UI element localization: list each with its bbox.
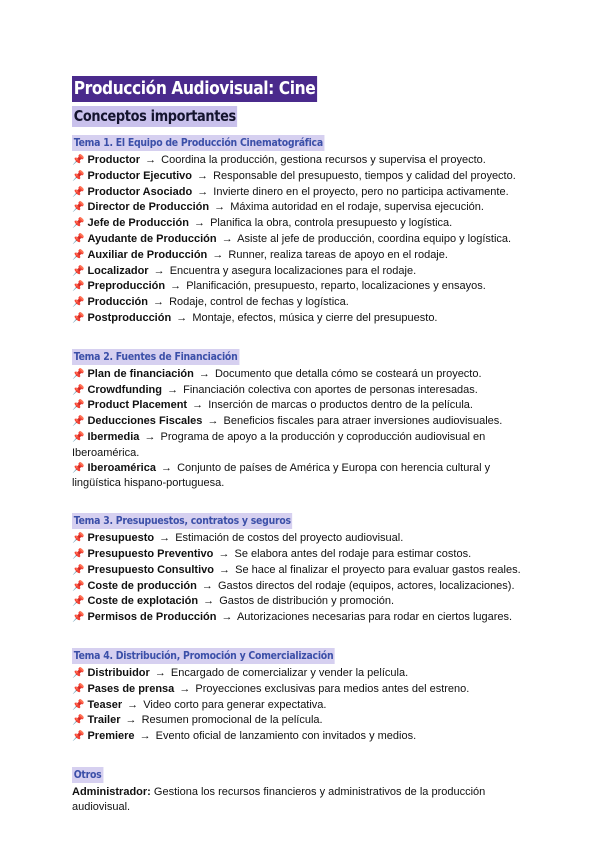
list-item: [72, 311, 532, 327]
term-definition: Beneficios fiscales para atraer inversiones audiovisuales.: [223, 415, 503, 428]
term-definition: Runner, realiza tareas de apoyo en el rodaje.: [228, 248, 448, 261]
term-label: Pases de prensa: [87, 682, 175, 695]
term-label: Productor: [87, 154, 141, 166]
term-label: Presupuesto: [87, 532, 155, 545]
pushpin-icon: 📌: [72, 533, 85, 545]
arrow-icon: →: [145, 154, 157, 166]
term-label: Product Placement: [87, 399, 188, 412]
list-item: [72, 383, 532, 399]
term-list: [72, 367, 532, 491]
list-item: [72, 153, 532, 169]
pushpin-icon: 📌: [72, 715, 85, 727]
term-label: Permisos de Producción: [87, 611, 217, 624]
section-heading: Tema 3. Presupuestos, contratos y seguros: [73, 514, 291, 528]
term-label: Premiere: [87, 730, 135, 743]
term-label: Distribuidor: [87, 666, 150, 679]
list-item: [72, 682, 532, 698]
section-tema-3: [72, 505, 532, 626]
arrow-icon: →: [198, 367, 210, 380]
list-item: [72, 610, 532, 626]
otros-term: Administrador:: [72, 785, 151, 798]
list-item: [72, 279, 532, 295]
term-label: Teaser: [87, 698, 123, 711]
arrow-icon: →: [221, 611, 233, 624]
pushpin-icon: 📌: [72, 281, 85, 293]
arrow-icon: →: [197, 169, 209, 182]
list-item: [72, 216, 532, 232]
term-label: Jefe de Producción: [87, 217, 189, 230]
term-definition: Planificación, presupuesto, reparto, localizaciones y ensayos.: [186, 280, 486, 293]
term-label: Producción: [87, 296, 148, 309]
pushpin-icon: 📌: [72, 431, 85, 443]
arrow-icon: →: [194, 217, 205, 230]
list-item: [72, 264, 532, 280]
term-definition: Evento oficial de lanzamiento con invitados y medios.: [155, 730, 417, 743]
pushpin-icon: 📌: [72, 202, 85, 214]
section-heading: Otros: [73, 767, 102, 781]
pushpin-icon: 📌: [72, 233, 85, 245]
arrow-icon: →: [167, 383, 179, 396]
arrow-icon: →: [153, 296, 165, 309]
pushpin-icon: 📌: [72, 462, 85, 474]
list-item: [72, 461, 532, 492]
arrow-icon: →: [192, 399, 204, 412]
arrow-icon: →: [144, 430, 156, 443]
term-definition: Gastos de distribución y promoción.: [219, 595, 395, 608]
page-subtitle: Conceptos importantes: [73, 107, 236, 125]
term-definition: Video corto para generar expectativa.: [143, 698, 327, 711]
section-otros: [72, 759, 532, 815]
term-label: Productor Ejecutivo: [87, 169, 192, 182]
list-item: [72, 729, 532, 745]
pushpin-icon: 📌: [72, 683, 85, 695]
term-definition: Asiste al jefe de producción, coordina equipo y logística.: [237, 232, 512, 245]
list-item: [72, 563, 532, 579]
pushpin-icon: 📌: [72, 186, 85, 198]
arrow-icon: →: [159, 532, 171, 545]
term-label: Plan de financiación: [87, 367, 194, 380]
pushpin-icon: 📌: [72, 400, 85, 412]
term-label: Director de Producción: [87, 201, 210, 214]
otros-paragraph: [72, 785, 532, 815]
arrow-icon: →: [212, 248, 224, 261]
section-heading: Tema 4. Distribución, Promoción y Comercialización: [73, 648, 334, 662]
list-item: [72, 295, 532, 311]
pushpin-icon: 📌: [72, 564, 85, 576]
arrow-icon: →: [170, 280, 182, 293]
arrow-icon: →: [207, 415, 219, 428]
term-label: Preproducción: [87, 280, 166, 293]
term-label: Crowdfunding: [87, 383, 162, 396]
term-definition: Se elabora antes del rodaje para estimar costos.: [234, 547, 472, 560]
term-label: Deducciones Fiscales: [87, 415, 203, 428]
term-definition: Conjunto de países de América y Europa con herencia cultural y lingüística hispano-portuguesa.: [72, 461, 491, 490]
list-item: [72, 248, 532, 264]
term-label: Localizador: [87, 264, 149, 277]
pushpin-icon: 📌: [72, 416, 85, 428]
pushpin-icon: 📌: [72, 218, 85, 230]
list-item: [72, 414, 532, 430]
section-heading: Tema 2. Fuentes de Financiación: [73, 349, 238, 363]
list-item: [72, 169, 532, 185]
arrow-icon: →: [176, 311, 188, 324]
page-subtitle-wrap: [72, 102, 532, 127]
section-tema-2: [72, 341, 532, 491]
term-list: [72, 531, 532, 626]
pushpin-icon: 📌: [72, 596, 85, 608]
list-item: [72, 430, 532, 461]
term-definition: Responsable del presupuesto, tiempos y calidad del proyecto.: [213, 169, 516, 182]
list-item: [72, 531, 532, 547]
term-definition: Documento que detalla cómo se costeará un proyecto.: [214, 367, 482, 380]
term-label: Presupuesto Preventivo: [87, 547, 214, 560]
term-definition: Máxima autoridad en el rodaje, supervisa ejecución.: [230, 201, 484, 214]
pushpin-icon: 📌: [72, 265, 85, 277]
term-list: [72, 666, 532, 745]
term-definition: Inserción de marcas o productos dentro de la película.: [208, 399, 473, 412]
arrow-icon: →: [218, 547, 230, 560]
term-list: [72, 153, 532, 327]
pushpin-icon: 📌: [72, 384, 85, 396]
pushpin-icon: 📌: [72, 612, 85, 624]
term-definition: Rodaje, control de fechas y logística.: [169, 296, 349, 309]
arrow-icon: →: [161, 461, 172, 474]
arrow-icon: →: [203, 595, 215, 608]
pushpin-icon: 📌: [72, 580, 85, 592]
term-definition: Estimación de costos del proyecto audiovisual.: [175, 532, 404, 545]
term-definition: Planifica la obra, controla presupuesto y logística.: [210, 217, 453, 230]
sections-container: [72, 127, 532, 745]
arrow-icon: →: [153, 264, 165, 277]
pushpin-icon: 📌: [72, 249, 85, 261]
pushpin-icon: 📌: [72, 155, 85, 166]
section-heading: Tema 1. El Equipo de Producción Cinematográfica: [73, 136, 323, 149]
term-definition: Montaje, efectos, música y cierre del presupuesto.: [192, 311, 438, 324]
term-label: Iberoamérica: [87, 461, 156, 474]
document-content: [72, 76, 532, 829]
list-item: [72, 698, 532, 714]
term-definition: Encargado de comercializar y vender la película.: [170, 666, 409, 679]
term-label: Ayudante de Producción: [87, 232, 217, 245]
arrow-icon: →: [139, 730, 151, 743]
list-item: [72, 547, 532, 563]
arrow-icon: →: [201, 579, 213, 592]
list-item: [72, 594, 532, 610]
term-definition: Programa de apoyo a la producción y coproducción audiovisual en Iberoamérica.: [72, 430, 486, 459]
term-label: Coste de producción: [87, 579, 197, 592]
term-label: Auxiliar de Producción: [87, 248, 208, 261]
page-title-wrap: [72, 76, 532, 102]
term-definition: Se hace al finalizar el proyecto para evaluar gastos reales.: [235, 563, 521, 576]
list-item: [72, 713, 532, 729]
list-item: [72, 666, 532, 682]
term-label: Presupuesto Consultivo: [87, 563, 214, 576]
pushpin-icon: 📌: [72, 548, 85, 560]
section-tema-4: [72, 640, 532, 745]
list-item: [72, 579, 532, 595]
term-definition: Gastos directos del rodaje (equipos, actores, localizaciones).: [217, 579, 515, 592]
pushpin-icon: 📌: [72, 731, 85, 743]
pushpin-icon: 📌: [72, 312, 85, 324]
arrow-icon: →: [221, 232, 233, 245]
pushpin-icon: 📌: [72, 368, 85, 380]
list-item: [72, 185, 532, 201]
list-item: [72, 367, 532, 383]
term-definition: Invierte dinero en el proyecto, pero no participa activamente.: [213, 185, 509, 198]
page-title: Producción Audiovisual: Cine: [72, 76, 317, 102]
pushpin-icon: 📌: [72, 667, 85, 679]
arrow-icon: →: [197, 185, 209, 198]
list-item: [72, 200, 532, 216]
list-item: [72, 232, 532, 248]
arrow-icon: →: [154, 666, 166, 679]
pushpin-icon: 📌: [72, 699, 85, 711]
arrow-icon: →: [219, 563, 231, 576]
arrow-icon: →: [214, 201, 226, 214]
term-label: Coste de explotación: [87, 595, 199, 608]
pushpin-icon: 📌: [72, 170, 85, 182]
term-definition: Autorizaciones necesarias para rodar en ciertos lugares.: [236, 611, 513, 624]
term-definition: Encuentra y asegura localizaciones para el rodaje.: [169, 264, 417, 277]
term-label: Productor Asociado: [87, 185, 193, 198]
arrow-icon: →: [125, 714, 137, 727]
arrow-icon: →: [127, 698, 139, 711]
term-definition: Proyecciones exclusivas para medios antes del estreno.: [195, 682, 470, 695]
section-tema-1: [72, 127, 532, 327]
term-definition: Coordina la producción, gestiona recursos y supervisa el proyecto.: [161, 154, 486, 166]
term-label: Postproducción: [87, 311, 172, 324]
list-item: [72, 398, 532, 414]
pushpin-icon: 📌: [72, 297, 85, 309]
term-label: Ibermedia: [87, 430, 140, 443]
term-definition: Financiación colectiva con aportes de personas interesadas.: [183, 383, 478, 396]
arrow-icon: →: [179, 682, 191, 695]
term-definition: Resumen promocional de la película.: [141, 714, 323, 727]
otros-definition: Gestiona los recursos financieros y administrativos de la producción audiovisual.: [72, 785, 486, 813]
term-label: Trailer: [87, 714, 121, 727]
